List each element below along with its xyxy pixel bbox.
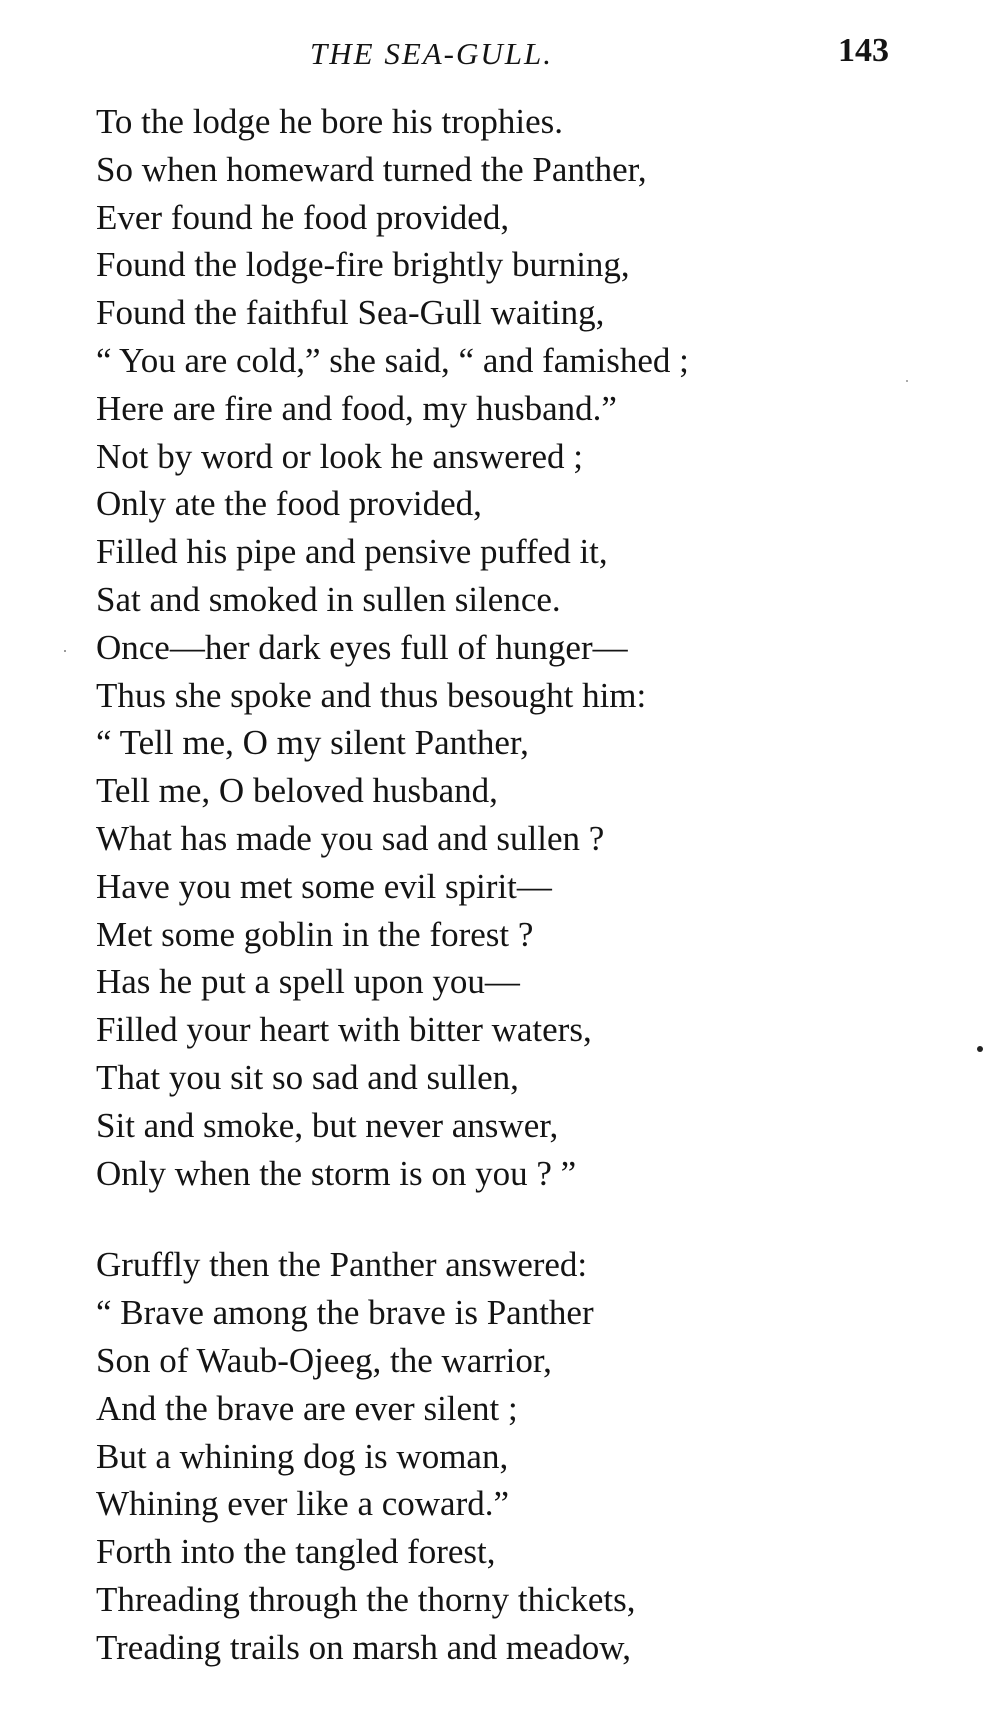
print-speck: [64, 650, 66, 652]
poem-line: “ Tell me, O my silent Panther,: [96, 723, 529, 763]
poem-line: Not by word or look he answered ;: [96, 436, 583, 476]
poem-line: Forth into the tangled forest,: [96, 1532, 496, 1572]
poem-line: That you sit so sad and sullen,: [96, 1057, 519, 1097]
poem-line: Whining ever like a coward.”: [96, 1484, 510, 1524]
print-speck: [906, 380, 908, 382]
running-head: [0, 30, 1000, 80]
page-number: 143: [838, 32, 889, 69]
poem-line: Once—her dark eyes full of hunger—: [96, 627, 628, 667]
poem-line: “ Brave among the brave is Panther: [96, 1293, 594, 1333]
poem-line: “ You are cold,” she said, “ and famished ;: [96, 340, 689, 380]
poem-line: Sat and smoked in sullen silence.: [96, 579, 561, 619]
poem-line: Tell me, O beloved husband,: [96, 771, 498, 811]
poem-line: Only when the storm is on you ? ”: [96, 1153, 577, 1193]
poem-line: To the lodge he bore his trophies.: [96, 102, 564, 141]
poem-line: Filled your heart with bitter waters,: [96, 1010, 592, 1050]
poem-line: And the brave are ever silent ;: [96, 1388, 518, 1428]
poem-line: Has he put a spell upon you—: [96, 962, 520, 1002]
poem-line: Met some goblin in the forest ?: [96, 914, 534, 954]
stanza-1: [96, 98, 896, 1197]
poem-line: Son of Waub-Ojeeg, the warrior,: [96, 1340, 552, 1380]
poem-line: But a whining dog is woman,: [96, 1436, 509, 1476]
poem-line: Have you met some evil spirit—: [96, 866, 552, 906]
poem-line: Threading through the thorny thickets,: [96, 1579, 636, 1619]
poem-body: [96, 98, 896, 1672]
running-title: THE SEA-GULL.: [310, 36, 554, 71]
poem-line: Thus she spoke and thus besought him:: [96, 675, 647, 715]
poem-line: Gruffly then the Panther answered:: [96, 1245, 588, 1285]
poem-line: Filled his pipe and pensive puffed it,: [96, 532, 608, 572]
stanza-2: [96, 1241, 896, 1671]
print-speck: [977, 1046, 983, 1052]
poem-line: Only ate the food provided,: [96, 484, 482, 524]
poem-line: Found the lodge-fire brightly burning,: [96, 245, 630, 285]
poem-line: Here are fire and food, my husband.”: [96, 388, 617, 428]
poem-line: Ever found he food provided,: [96, 197, 510, 237]
poem-line: Found the faithful Sea-Gull waiting,: [96, 293, 605, 333]
poem-line: Sit and smoke, but never answer,: [96, 1105, 559, 1145]
poem-line: Treading trails on marsh and meadow,: [96, 1627, 631, 1667]
poem-line: So when homeward turned the Panther,: [96, 149, 647, 189]
poem-line: What has made you sad and sullen ?: [96, 818, 605, 858]
